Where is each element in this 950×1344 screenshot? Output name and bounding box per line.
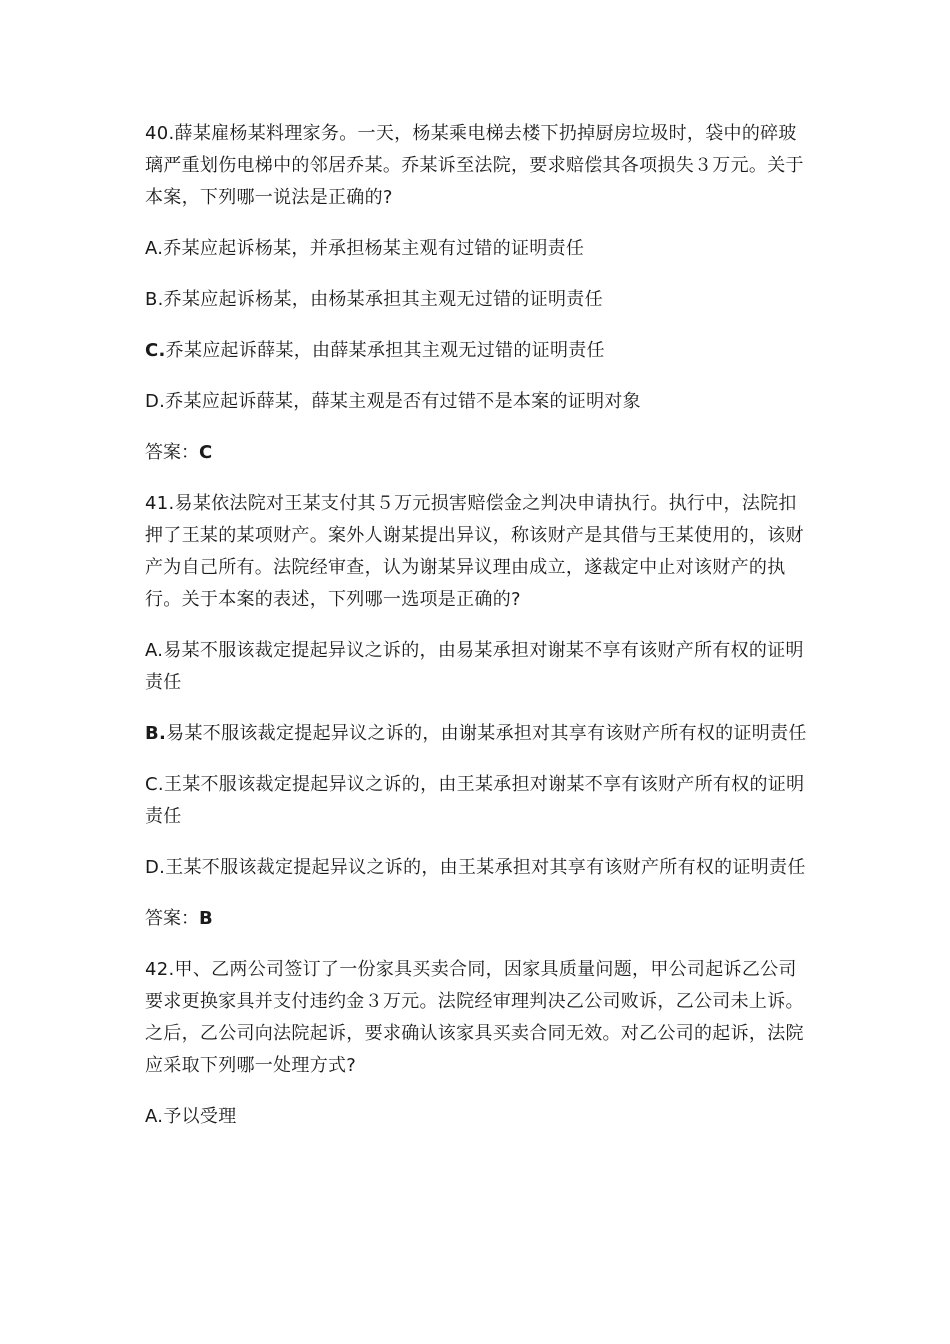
question-41-option-d xyxy=(145,852,810,884)
option-text: 乔某应起诉杨某，并承担杨某主观有过错的证明责任 xyxy=(163,238,585,259)
option-letter: A. xyxy=(145,1106,164,1127)
option-letter: C. xyxy=(145,774,164,795)
option-text: 易某不服该裁定提起异议之诉的，由易某承担对谢某不享有该财产所有权的证明责任 xyxy=(145,640,804,693)
option-text: 乔某应起诉薛某，由薛某承担其主观无过错的证明责任 xyxy=(165,340,605,361)
answer-value: B xyxy=(199,908,213,929)
option-text: 王某不服该裁定提起异议之诉的，由王某承担对谢某不享有该财产所有权的证明责任 xyxy=(145,774,805,827)
option-text: 王某不服该裁定提起异议之诉的，由王某承担对其享有该财产所有权的证明责任 xyxy=(165,857,806,878)
option-letter: A. xyxy=(145,640,164,661)
answer-label: 答案： xyxy=(145,908,199,929)
question-42-stem: 42.甲、乙两公司签订了一份家具买卖合同，因家具质量问题，甲公司起诉乙公司要求更换家具并支付违约金３万元。法院经审理判决乙公司败诉，乙公司未上诉。之后，乙公司向法院起诉，要求确认该家具买卖合同无效。对乙公司的起诉，法院应采取下列哪一处理方式? xyxy=(145,959,804,1076)
option-letter: B. xyxy=(145,289,164,310)
option-letter: C. xyxy=(145,340,166,361)
question-41-answer xyxy=(145,903,810,935)
question-40-answer xyxy=(145,437,810,469)
question-40-option-a xyxy=(145,233,810,265)
option-text: 予以受理 xyxy=(163,1106,237,1127)
option-letter: D. xyxy=(145,857,166,878)
question-41-option-b xyxy=(145,718,810,750)
document-page xyxy=(145,118,810,1152)
option-text: 乔某应起诉薛某，薛某主观是否有过错不是本案的证明对象 xyxy=(165,391,641,412)
question-41-option-a xyxy=(145,635,810,699)
question-40-option-c xyxy=(145,335,810,367)
option-letter: B. xyxy=(145,723,167,744)
question-40-stem: 40.薛某雇杨某料理家务。一天，杨某乘电梯去楼下扔掉厨房垃圾时，袋中的碎玻璃严重划伤电梯中的邻居乔某。乔某诉至法院，要求赔偿其各项损失３万元。关于本案，下列哪一说法是正确的? xyxy=(145,123,804,208)
question-40-option-b xyxy=(145,284,810,316)
option-letter: D. xyxy=(145,391,166,412)
option-text: 易某不服该裁定提起异议之诉的，由谢某承担对其享有该财产所有权的证明责任 xyxy=(166,723,807,744)
question-41-option-c xyxy=(145,769,810,833)
question-42-option-a xyxy=(145,1101,810,1133)
option-letter: A. xyxy=(145,238,164,259)
question-40-option-d xyxy=(145,386,810,418)
question-41-stem: 41.易某依法院对王某支付其５万元损害赔偿金之判决申请执行。执行中，法院扣押了王某的某项财产。案外人谢某提出异议，称该财产是其借与王某使用的，该财产为自己所有。法院经审查，认为谢某异议理由成立，遂裁定中止对该财产的执行。关于本案的表述，下列哪一选项是正确的? xyxy=(145,493,804,610)
answer-label: 答案： xyxy=(145,442,199,463)
answer-value: C xyxy=(199,442,213,463)
option-text: 乔某应起诉杨某，由杨某承担其主观无过错的证明责任 xyxy=(163,289,603,310)
